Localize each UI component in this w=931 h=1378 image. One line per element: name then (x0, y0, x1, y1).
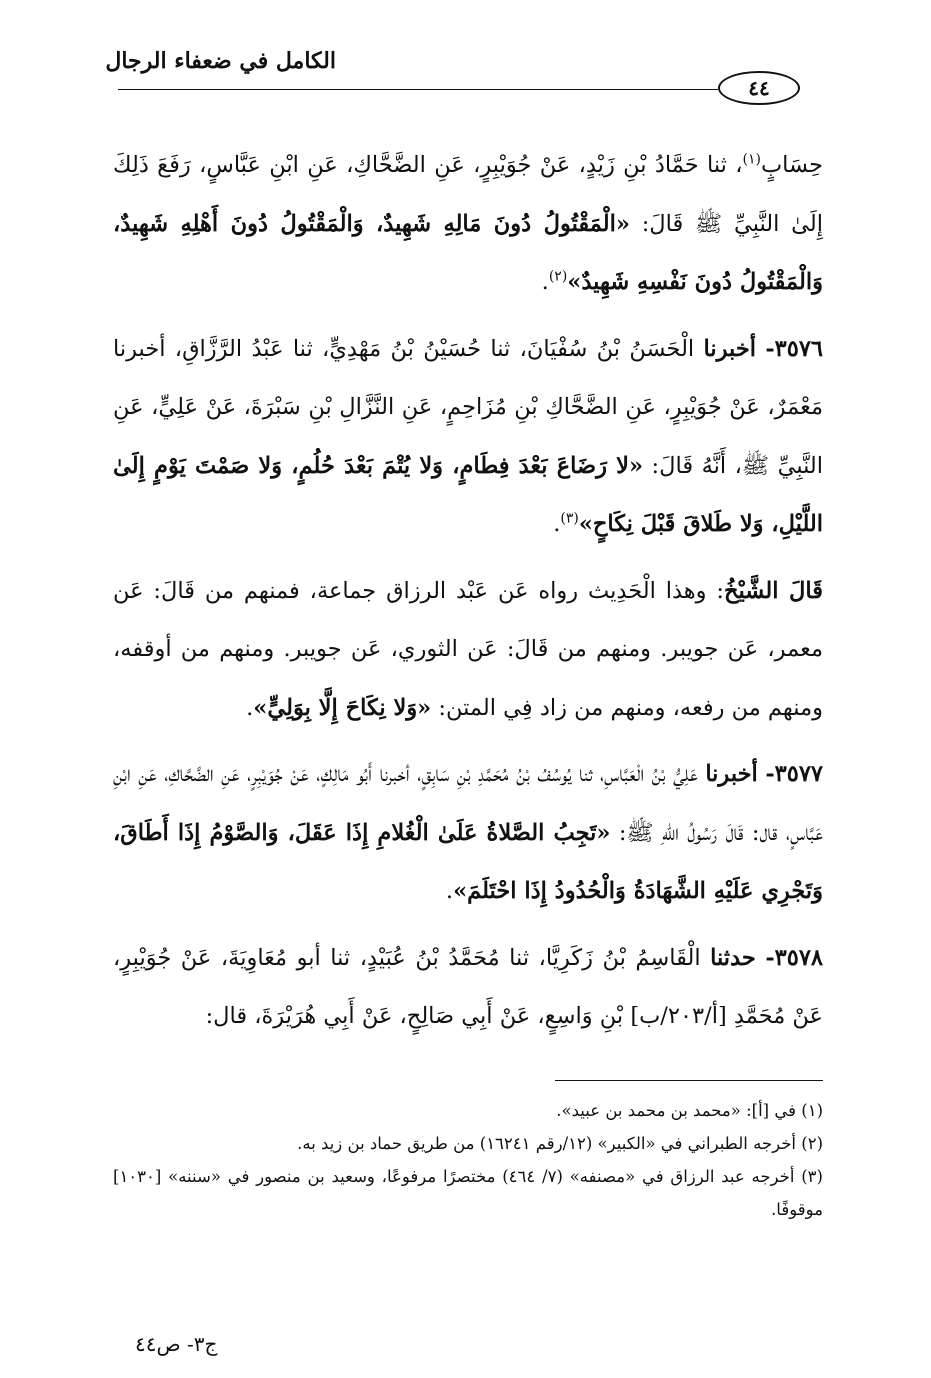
hadith-number: ٣٥٧٧- (765, 761, 823, 787)
footnote-ref-2[interactable]: (٢) (548, 268, 568, 285)
hadith-matn: «تَجِبُ الصَّلاةُ عَلَىٰ الْغُلامِ إِذَا عَقَلَ، وَالصَّوْمُ إِذَا أَطَاقَ، وَتَجْرِي عَلَيْهِ الشَّهَادَةُ وَالْحُدُودُ إِذَا احْتَلَمَ» (113, 819, 823, 904)
footnote-ref-1[interactable]: (١) (742, 151, 761, 168)
text-segment: ، ثنا حَمَّادُ بْنِ زَيْدٍ، عَنْ جُوَيْبِرٍ، عَنِ الضَّحَّاكِ، عَنِ ابْنِ عَبَّاسٍ، رَفَعَ ذَلِكَ إِلَىٰ النَّبِيِّ ﷺ قَالَ: (113, 152, 823, 237)
paragraph-sheikh-comment (113, 562, 823, 738)
paragraph-hadith-3577 (113, 745, 823, 921)
footnote-rule (555, 1080, 823, 1081)
page-number-badge: ٤٤ (718, 71, 800, 105)
hadith-matn: «لا رَضَاعَ بَعْدَ فِطَامٍ، وَلا يُتْمَ بَعْدَ حُلُمٍ، وَلا صَمْتَ يَوْمٍ إِلَىٰ اللَّيْلِ، وَلا طَلاقَ قَبْلَ نِكَاحٍ» (113, 452, 823, 537)
footnote-3: (٣) أخرجه عبد الرزاق في «مصنفه» (٧/ ٤٦٤) مختصرًا مرفوعًا، وسعيد بن منصور في «سننه» [١٠٣٠] موقوفًا. (113, 1167, 823, 1219)
paragraph-hadith-3578 (113, 929, 823, 1046)
narration-keyword: أخبرنا (703, 335, 756, 362)
text-segment: . (553, 511, 561, 537)
footnote-2: (٢) أخرجه الطبراني في «الكبير» (١٢/رقم ١٦٢٤١) من طريق حماد بن زيد به. (297, 1134, 823, 1153)
comment-keyword: قَالَ الشَّيْخُ (723, 577, 823, 604)
hadith-number: ٣٥٧٨- (765, 944, 823, 971)
isnad-text: الْقَاسِمُ بْنُ زَكَرِيَّا، ثنا مُحَمَّدُ بْنُ عُبَيْدٍ، ثنا أبو مُعَاوِيَةَ، عَنْ جُوَيْبِرٍ، عَنْ مُحَمَّدِ [أ/٢٠٣/ب] بْنِ وَاسِعٍ، عَنْ أَبِي صَالِحٍ، عَنْ أَبِي هُرَيْرَةَ، قال: (113, 944, 823, 1029)
text-segment: . (541, 269, 549, 295)
footnotes (113, 1094, 823, 1226)
text-segment: . (246, 694, 254, 721)
comment-text: : وهذا الْحَدِيث رواه عَن عَبْد الرزاق جماعة، فمنهم من قَالَ: عَن معمر، عَن جويبر. ومنهم من قَالَ: عَن الثوري، عَن جويبر. ومنهم من أوقفه، ومنهم من رفعه، ومنهم من زاد فِي المتن: (113, 577, 823, 721)
text-segment: . (445, 878, 454, 904)
text-segment: حِسَابٍ (760, 152, 823, 178)
main-text (113, 136, 823, 1054)
footnote-1: (١) في [أ]: «محمد بن محمد بن عبيد». (556, 1101, 823, 1120)
isnad-text: عَلِيُّ بْنُ الْعَبَّاسِ، ثنا يُوسُفُ بْنُ مُحَمَّدِ بْنِ سَابِقٍ، أخبرنا أَبُو مَالِكٍ، عَنْ جُوَيْبِرٍ، عَنِ الضَّحَّاكِ، عَنِ ابْنِ عَبَّاسٍ، قال: قَالَ رَسُولُ اللهِ ﷺ: (113, 761, 823, 846)
isnad-text: الْحَسَنُ بْنُ سُفْيَانَ، ثنا حُسَيْنُ بْنُ مَهْدِيٍّ، ثنا عَبْدُ الرَّزَّاقِ، أخبرنا مَعْمَرٌ، عَنْ جُوَيْبِرٍ، عَنِ الضَّحَّاكِ بْنِ مُزَاحِمٍ، عَنِ النَّزَّالِ بْنِ سَبْرَةَ، عَنْ عَلِيٍّ، عَنِ النَّبِيِّ ﷺ، أَنَّهُ قَالَ: (113, 335, 824, 479)
header-rule (118, 89, 718, 90)
narration-keyword: أخبرنا (705, 761, 758, 787)
volume-page-reference: ج٣- ص٤٤ (135, 1332, 218, 1356)
hadith-matn: «الْمَقْتُولُ دُونَ مَالِهِ شَهِيدٌ، وَالْمَقْتُولُ دُونَ أَهْلِهِ شَهِيدٌ، وَالْمَقْتُولُ دُونَ نَفْسِهِ شَهِيدٌ» (113, 210, 823, 295)
narration-keyword: حدثنا (710, 944, 756, 971)
hadith-matn: «وَلا نِكَاحَ إِلَّا بِوَلِيٍّ» (253, 694, 432, 721)
paragraph-hadith-3576 (113, 320, 823, 554)
footnote-ref-3[interactable]: (٣) (560, 510, 579, 527)
paragraph-hadith-continuation (113, 136, 823, 312)
running-title: الكامل في ضعفاء الرجال (105, 48, 336, 74)
hadith-number: ٣٥٧٦- (765, 335, 823, 362)
